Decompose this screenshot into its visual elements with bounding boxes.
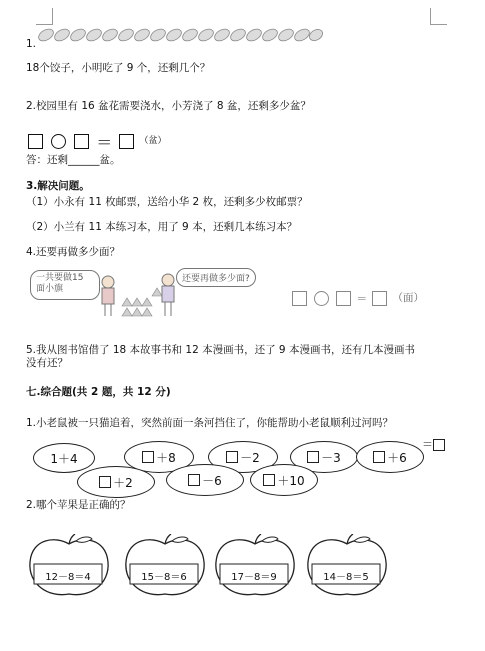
q4-equation xyxy=(292,288,424,304)
c1-text: 1.小老鼠被一只猫追着，突然前面一条河挡住了，你能帮助小老鼠顺利过河吗？ xyxy=(26,417,394,429)
q2-equation xyxy=(28,130,167,152)
stone-label: ＋6 xyxy=(387,450,407,465)
apple-icon xyxy=(304,534,390,600)
stone-label: ＋10 xyxy=(277,473,305,488)
stone-label: ＋2 xyxy=(113,475,133,490)
q1-leaf-border xyxy=(38,24,323,50)
blank-box[interactable] xyxy=(307,451,319,463)
apple-3[interactable] xyxy=(212,534,298,604)
stone-label: －6 xyxy=(202,473,222,488)
blank-box[interactable] xyxy=(188,474,200,486)
q4-bubble-left-line1: 一共要做15 xyxy=(36,273,84,283)
c2-text: 2.哪个苹果是正确的？ xyxy=(26,499,131,511)
equals-sign: ＝ xyxy=(422,438,433,451)
q4-unit: （面） xyxy=(392,292,424,304)
equals-sign: ＝ xyxy=(96,133,113,152)
blank-box[interactable] xyxy=(372,291,387,306)
crop-mark-top-right xyxy=(430,8,447,25)
apple-icon xyxy=(122,534,208,600)
blank-box[interactable] xyxy=(226,451,238,463)
stone-label: －2 xyxy=(240,450,260,465)
q1-number: 1. xyxy=(26,38,37,50)
stone-8 xyxy=(250,464,318,496)
q4-bubble-left xyxy=(30,270,100,300)
c1-end xyxy=(422,436,447,452)
apple-4[interactable] xyxy=(304,534,390,604)
apple-3-equation: 17－8＝9 xyxy=(231,572,277,583)
blank-box[interactable] xyxy=(28,134,43,149)
stone-5 xyxy=(356,441,424,473)
stone-label: －3 xyxy=(321,450,341,465)
q4-illustration xyxy=(96,272,180,324)
apple-icon xyxy=(26,534,112,600)
apple-icon xyxy=(212,534,298,600)
blank-operator-circle[interactable] xyxy=(314,291,329,306)
blank-box[interactable] xyxy=(433,439,445,451)
blank-box[interactable] xyxy=(373,451,385,463)
blank-box[interactable] xyxy=(99,476,111,488)
stone-6 xyxy=(77,466,155,498)
q3-part2: （2）小兰有 11 本练习本，用了 9 本，还剩几本练习本？ xyxy=(26,221,298,233)
apple-2-equation: 15－8＝6 xyxy=(141,572,187,583)
children-flags-icon xyxy=(96,272,180,320)
stone-label: 1＋4 xyxy=(50,451,78,466)
blank-box[interactable] xyxy=(74,134,89,149)
q2-unit: （盆） xyxy=(139,136,167,146)
blank-box[interactable] xyxy=(292,291,307,306)
apple-1[interactable] xyxy=(26,534,112,604)
leaf-border-icon xyxy=(38,24,323,46)
q4-bubble-right: 还要再做多少面? xyxy=(176,268,256,287)
blank-box[interactable] xyxy=(336,291,351,306)
q3-title: 3.解决问题。 xyxy=(26,180,90,192)
crop-mark-top-left xyxy=(36,8,53,25)
equals-sign: ＝ xyxy=(356,292,368,306)
q2-text: 2.校园里有 16 盆花需要浇水，小芳浇了 8 盆，还剩多少盆？ xyxy=(26,100,311,112)
apple-1-equation: 12－8＝4 xyxy=(45,572,91,583)
stone-7 xyxy=(166,464,244,496)
q1-text: 18个饺子，小明吃了 9 个，还剩几个？ xyxy=(26,62,211,74)
q4-title: 4.还要再做多少面？ xyxy=(26,246,121,258)
stone-1 xyxy=(33,443,95,473)
apple-2[interactable] xyxy=(122,534,208,604)
blank-box[interactable] xyxy=(119,134,134,149)
stone-label: ＋8 xyxy=(156,450,176,465)
q5-line2: 没有还？ xyxy=(26,357,68,369)
section-7-title: 七.综合题(共 2 题，共 12 分) xyxy=(26,386,171,398)
blank-box[interactable] xyxy=(142,451,154,463)
blank-box[interactable] xyxy=(263,474,275,486)
q3-part1: （1）小永有 11 枚邮票，送给小华 2 枚，还剩多少枚邮票？ xyxy=(26,196,308,208)
apple-4-equation: 14－8＝5 xyxy=(323,572,369,583)
blank-operator-circle[interactable] xyxy=(51,134,66,149)
q2-answer: 答：还剩______盆。 xyxy=(26,154,121,166)
q5-line1: 5.我从图书馆借了 18 本故事书和 12 本漫画书，还了 9 本漫画书，还有几本漫画书 xyxy=(26,344,415,356)
q4-bubble-left-line2: 面小旗 xyxy=(36,284,64,294)
